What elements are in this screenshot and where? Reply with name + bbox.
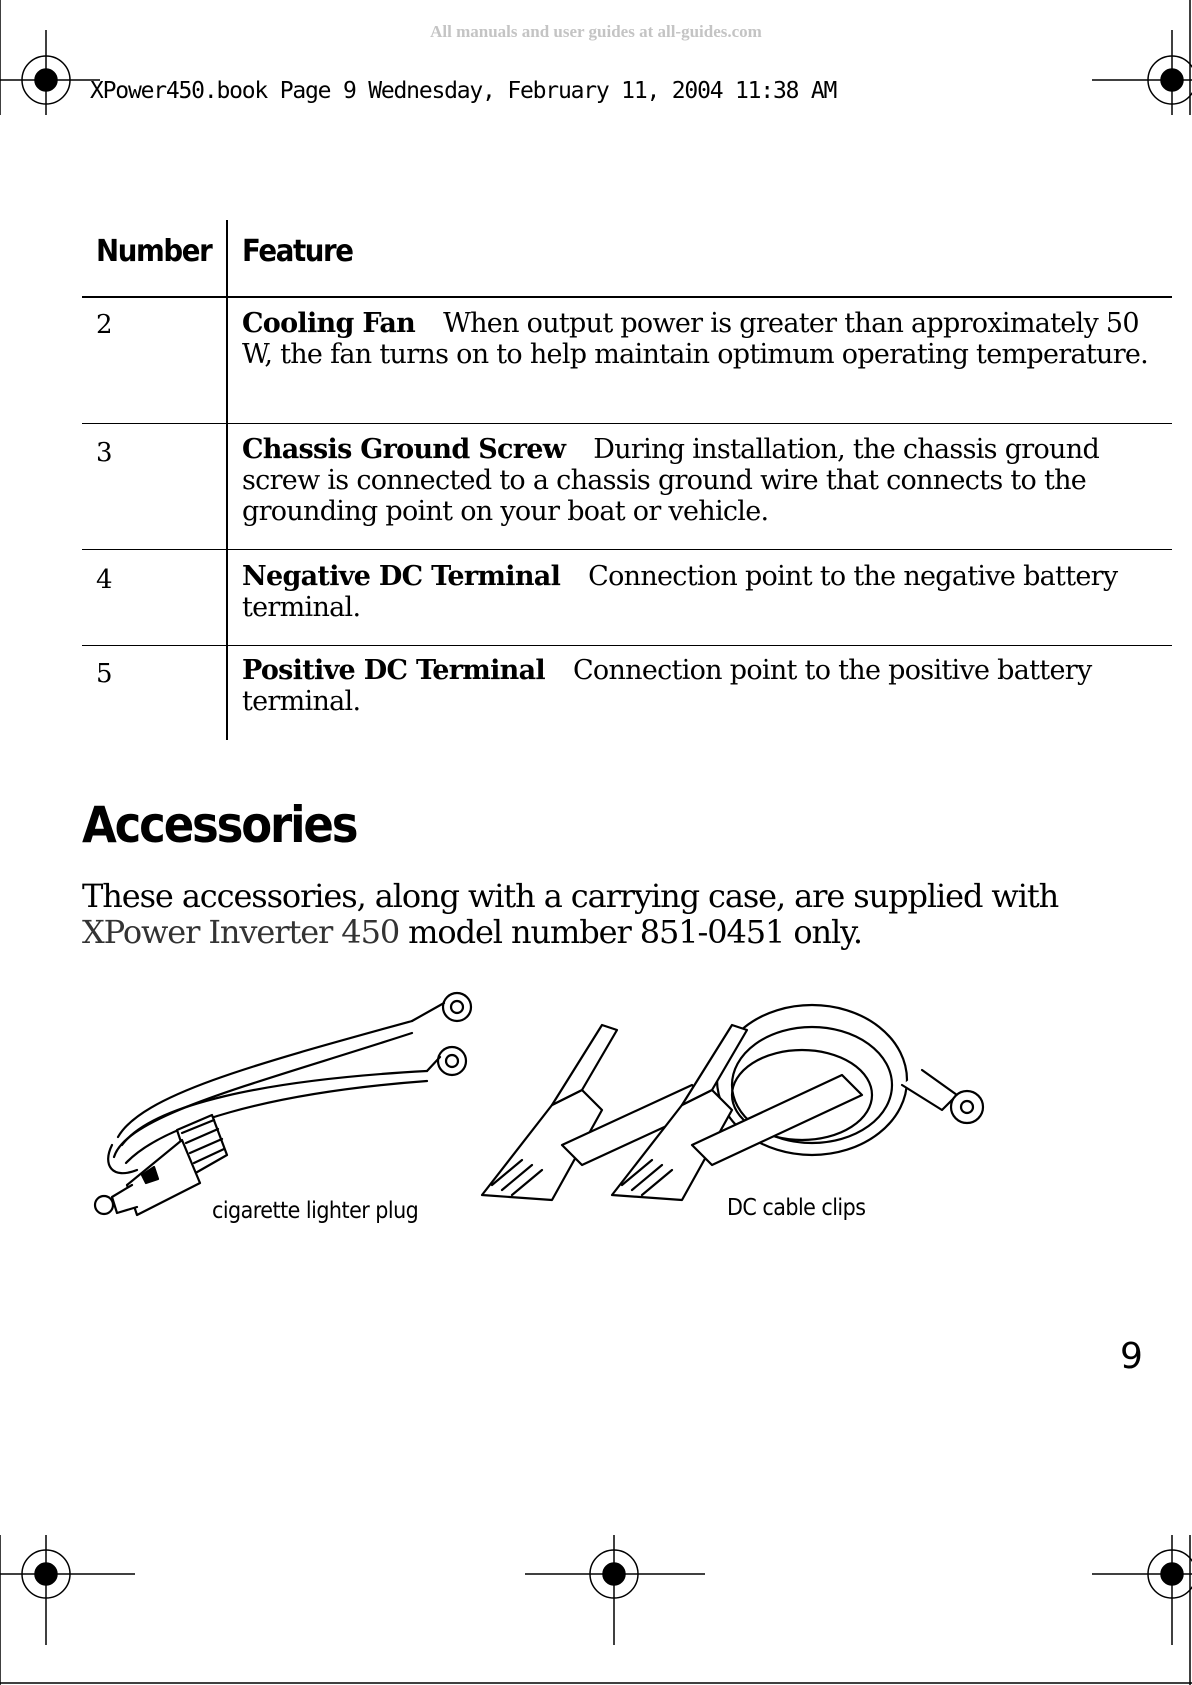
watermark: All manuals and user guides at all-guides.com	[430, 22, 762, 41]
table-row	[242, 308, 1172, 370]
caption-plug: cigarette lighter plug	[212, 1198, 419, 1224]
cigarette-lighter-plug-drawing	[95, 993, 471, 1215]
feature-desc: Connection point to the positive battery terminal.	[242, 655, 1092, 717]
feature-desc: Connection point to the negative battery terminal.	[242, 561, 1118, 623]
row-number: 5	[96, 659, 113, 689]
column-divider	[226, 220, 228, 740]
product-name: XPower Inverter 450	[82, 913, 400, 951]
intro-paragraph	[82, 878, 1172, 950]
intro-text: These accessories, along with a carrying case, are supplied with	[82, 877, 1059, 915]
caption-clips: DC cable clips	[727, 1195, 866, 1221]
page-number: 9	[1120, 1336, 1143, 1377]
table-row	[242, 434, 1172, 527]
feature-table	[82, 220, 1172, 740]
row-rule	[82, 549, 1172, 550]
header-number: Number	[96, 234, 212, 269]
section-heading: Accessories	[82, 796, 357, 854]
table-row	[242, 655, 1172, 717]
row-number: 3	[96, 438, 113, 468]
header-feature: Feature	[242, 234, 353, 269]
book-header: XPower450.book Page 9 Wednesday, February 11, 2004 11:38 AM	[90, 78, 837, 104]
row-number: 2	[96, 310, 113, 340]
row-rule	[82, 423, 1172, 424]
accessories-illustration	[82, 985, 1102, 1245]
header-rule	[82, 296, 1172, 298]
feature-term: Cooling Fan	[242, 308, 416, 339]
feature-term: Positive DC Terminal	[242, 655, 545, 686]
feature-desc: During installation, the chassis ground screw is connected to a chassis ground wire that connects to the grounding point on your boat or vehicle.	[242, 434, 1100, 527]
feature-desc: When output power is greater than approximately 50 W, the fan turns on to help maintain optimum operating temperature.	[242, 308, 1149, 370]
table-row	[242, 561, 1172, 623]
row-number: 4	[96, 565, 113, 595]
feature-term: Negative DC Terminal	[242, 561, 561, 592]
dc-cable-clips-drawing	[482, 1005, 983, 1200]
intro-text-end: model number 851-0451 only.	[399, 913, 862, 951]
row-rule	[82, 645, 1172, 646]
feature-term: Chassis Ground Screw	[242, 434, 566, 465]
